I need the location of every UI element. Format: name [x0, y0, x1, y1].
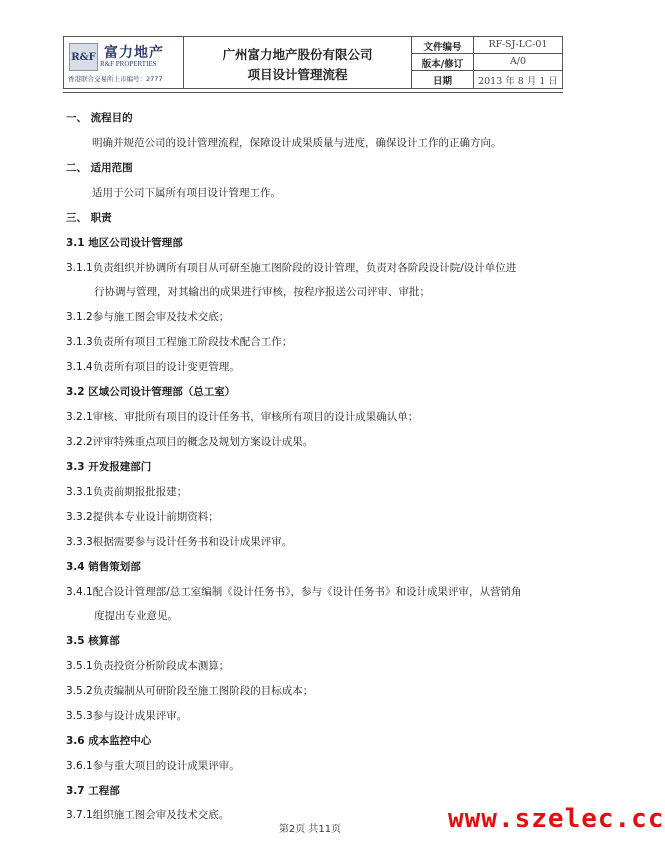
- section-3-6-title: 3.6 成本监控中心: [66, 735, 152, 747]
- section-3-2-title: 3.2 区域公司设计管理部（总工室）: [66, 386, 236, 398]
- page-number-footer: 第2页 共11页: [278, 824, 342, 835]
- item-3-1-4: 3.1.4负责所有项目的设计变更管理。: [66, 361, 240, 373]
- item-3-1-1: 3.1.1负责组织并协调所有项目从可研至施工图阶段的设计管理，负责对各阶段设计院/设计单位进: [66, 262, 517, 274]
- field-label-date: [412, 71, 474, 88]
- document-title: 项目设计管理流程: [247, 67, 348, 82]
- logo-cell: [64, 37, 184, 88]
- field-value-text: A/0: [509, 56, 527, 67]
- section-1-text: 明确并规范公司的设计管理流程，保障设计成果质量与进度，确保设计工作的正确方向。: [92, 137, 502, 149]
- item-3-6-1: 3.6.1参与重大项目的设计成果评审。: [66, 760, 240, 772]
- field-label-text: 版本/修订: [421, 59, 464, 70]
- section-3-7-title: 3.7 工程部: [66, 785, 120, 797]
- item-3-3-3: 3.3.3根据需要参与设计任务书和设计成果评审。: [66, 536, 293, 548]
- item-3-5-1: 3.5.1负责投资分析阶段成本测算；: [66, 660, 230, 672]
- section-2-text: 适用于公司下属所有项目设计管理工作。: [92, 187, 281, 199]
- item-3-5-2: 3.5.2负责编制从可研阶段至施工图阶段的目标成本；: [66, 685, 314, 697]
- item-3-3-2: 3.3.2提供本专业设计前期资料；: [66, 511, 219, 523]
- field-value-text: 2013 年 8 月 1 日: [478, 76, 558, 87]
- item-3-4-1: 3.4.1配合设计管理部/总工室编制《设计任务书》，参与《设计任务书》和设计成果评审，从营销角: [66, 586, 522, 598]
- company-name: 广州富力地产股份有限公司: [222, 47, 373, 62]
- company-logo-mark: R&F: [69, 43, 98, 71]
- item-3-1-1-continued: 行协调与管理，对其输出的成果进行审核，按程序报送公司评审、审批；: [94, 286, 430, 298]
- section-3-4-title: 3.4 销售策划部: [66, 561, 141, 573]
- field-label-text: 文件编号: [423, 42, 462, 53]
- header-divider: [63, 92, 563, 93]
- title-cell: [184, 37, 412, 88]
- section-3-3-title: 3.3 开发报建部门: [66, 461, 152, 473]
- site-watermark: www.szelec.cc: [448, 804, 665, 834]
- item-3-1-2: 3.1.2参与施工图会审及技术交底；: [66, 311, 230, 323]
- logo-chinese-name: 富力地产: [104, 45, 164, 61]
- section-3-5-title: 3.5 核算部: [66, 635, 120, 647]
- section-3-title: 三、 职责: [66, 212, 112, 224]
- item-3-5-3: 3.5.3参与设计成果评审。: [66, 710, 188, 722]
- section-1-title: 一、 流程目的: [66, 112, 133, 124]
- item-3-7-1: 3.7.1组织施工图会审及技术交底。: [66, 809, 230, 821]
- item-3-2-1: 3.2.1审核、审批所有项目的设计任务书，审核所有项目的设计成果确认单；: [66, 411, 419, 423]
- field-value-version: [474, 54, 562, 71]
- item-3-3-1: 3.3.1负责前期报批报建；: [66, 486, 188, 498]
- field-label-text: 日期: [432, 76, 452, 87]
- logo-listing-code: 香港联合交易所上市编号：2777: [68, 75, 163, 83]
- item-3-2-2: 3.2.2评审特殊重点项目的概念及规划方案设计成果。: [66, 436, 314, 448]
- section-3-1-title: 3.1 地区公司设计管理部: [66, 237, 183, 249]
- item-3-4-1-continued: 度提出专业意见。: [94, 610, 178, 622]
- section-2-title: 二、 适用范围: [66, 162, 133, 174]
- document-header-table: [63, 36, 563, 89]
- field-value-doc-number: [474, 37, 562, 54]
- field-label-version: [412, 54, 474, 71]
- logo-english-name: R&F PROPERTIES: [100, 60, 157, 68]
- field-label-doc-number: [412, 37, 474, 54]
- field-value-date: [474, 71, 562, 88]
- field-value-text: RF-SJ-LC-01: [488, 39, 548, 50]
- item-3-1-3: 3.1.3负责所有项目工程施工阶段技术配合工作；: [66, 336, 293, 348]
